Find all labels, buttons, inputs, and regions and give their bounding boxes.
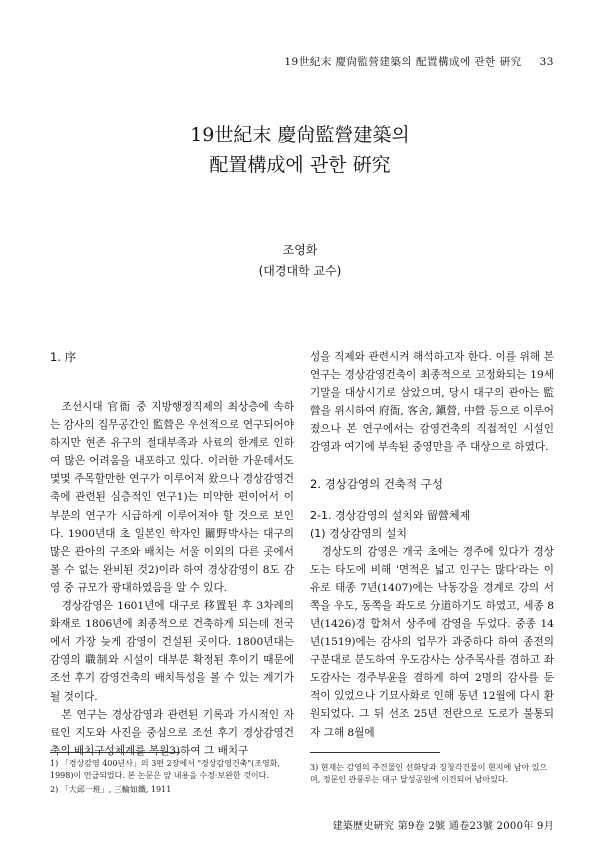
running-head-title: 19世紀末 慶尙監營建築의 配置構成에 관한 硏究 [284,56,522,68]
section-heading-2: 2. 경상감영의 건축적 구성 [310,476,444,491]
left-column [50,348,294,760]
footnote-rule [50,752,180,753]
author-name: 조영화 [282,243,318,257]
running-head [284,54,554,69]
paper-title-line-1: 19世紀末 慶尙監營建築의 [190,124,410,146]
footnotes-left [50,758,300,798]
body-paragraph: 경상감영은 1601년에 대구로 移置된 후 3차례의 화재로 1806년에 최종적으로 건축하게 되는데 전국에서 가장 늦게 감영이 건설된 곳이다. 1800년대는 감영의 職制와 시설이 대부분 확정된 후이기 때문에 조선 후기 감영건축의 배치특성을 볼 수 있는 계기가 될 것이다. [50,600,294,703]
paper-title-line-2: 配置構成에 관한 硏究 [209,154,391,176]
paper-title [0,120,600,180]
journal-footer: 建築歷史硏究 第9卷 2號 通卷23號 2000年 9月 [332,821,554,832]
footnote-1: 1) 「경상감영 400년사」의 3편 2장에서 "경상감영건축"(조영화, 1998)이 언급되었다. 본 논문은 앞 내용을 수정·보완한 것이다. [50,759,280,780]
body-paragraph: 경상도의 감영은 개국 초에는 경주에 있다가 경상도는 타도에 비해 '면적은 넓고 인구는 많다'라는 이유로 태종 7년(1407)에는 낙동강을 경계로 강의 서쪽을 우도, 동쪽을 좌도로 分道하기도 하였고, 세종 8년(1426)경 합쳐서 상주에 감영을 두었다. 중종 14년(1519)에는 감사의 업무가 과중하다 하여 종전의 구분대로 분도하여 우도감사는 상주목사를 겸하고 좌도감사는 경주부윤을 겸하게 하여 2명의 감사를 둔 적이 있었으나 기묘사화로 인해 동년 12월에 다시 환원되었다. 그 뒤 선조 25년 전란으로 도로가 불통되자 그해 8월에 [310,545,554,739]
author-block [0,240,600,282]
footnote-2: 2) 「大邱一班」, 三輪如鐵, 1911 [50,785,172,794]
author-affiliation: (대경대학 교수) [258,264,342,278]
footnote-3: 3) 현재는 감영의 주건물인 선화당과 징청각건물이 현지에 남아 있으며, 정문인 관풍루는 대구 달성공원에 이건되어 남아있다. [310,763,548,784]
right-column [310,348,554,742]
footnotes-right [310,762,554,788]
footnote-rule [310,752,440,753]
subsubsection-heading: (1) 경상감영의 설치 [310,526,407,540]
subsection-heading: 2-1. 경상감영의 설치와 留營체제 [310,508,471,522]
body-paragraph: 조선시대 官衙 중 지방행정직제의 최상층에 속하는 감사의 집무공간인 監營은 우선적으로 연구되어야 하지만 현존 유구의 절대부족과 사료의 한계로 인하여 많은 어려움을 내포하고 있다. 이러한 가운데서도 몇몇 주목할만한 연구가 이루어져 왔으나 경상감영건축에 관련된 심층적인 연구1)는 미약한 편이어서 이 부분의 연구가 시급하게 이루어져야 할 것으로 보인다. 1900년대 초 일본인 학자인 關野박사는 대구의 많은 관아의 구조와 배치는 서울 이외의 다른 곳에서 볼 수 없는 완비된 것2)이라 하여 경상감영이 8도 감영 중 규모가 광대하였음을 알 수 있다. [50,401,294,594]
body-paragraph: 본 연구는 경상감영과 관련된 기록과 가시적인 자료인 지도와 사진을 중심으로 조선 후기 경상감영건축의 배치구성체계를 복원3)하여 그 배치구 [50,708,294,757]
page-number: 33 [539,56,554,68]
body-paragraph-continued: 성을 직제와 관련시켜 해석하고자 한다. 이를 위해 본 연구는 경상감영건축이 최종적으로 고정화되는 19세기말을 대상시기로 삼았으며, 당시 대구의 관아는 監營을 위시하여 府衙, 客舍, 鎭營, 中營 등으로 이루어졌으나 본 연구에서는 감영건축의 직접적인 시설인 감영과 여기에 부속된 중영만을 주 대상으로 하였다. [310,351,554,454]
section-heading-intro: 1. 序 [50,350,77,364]
